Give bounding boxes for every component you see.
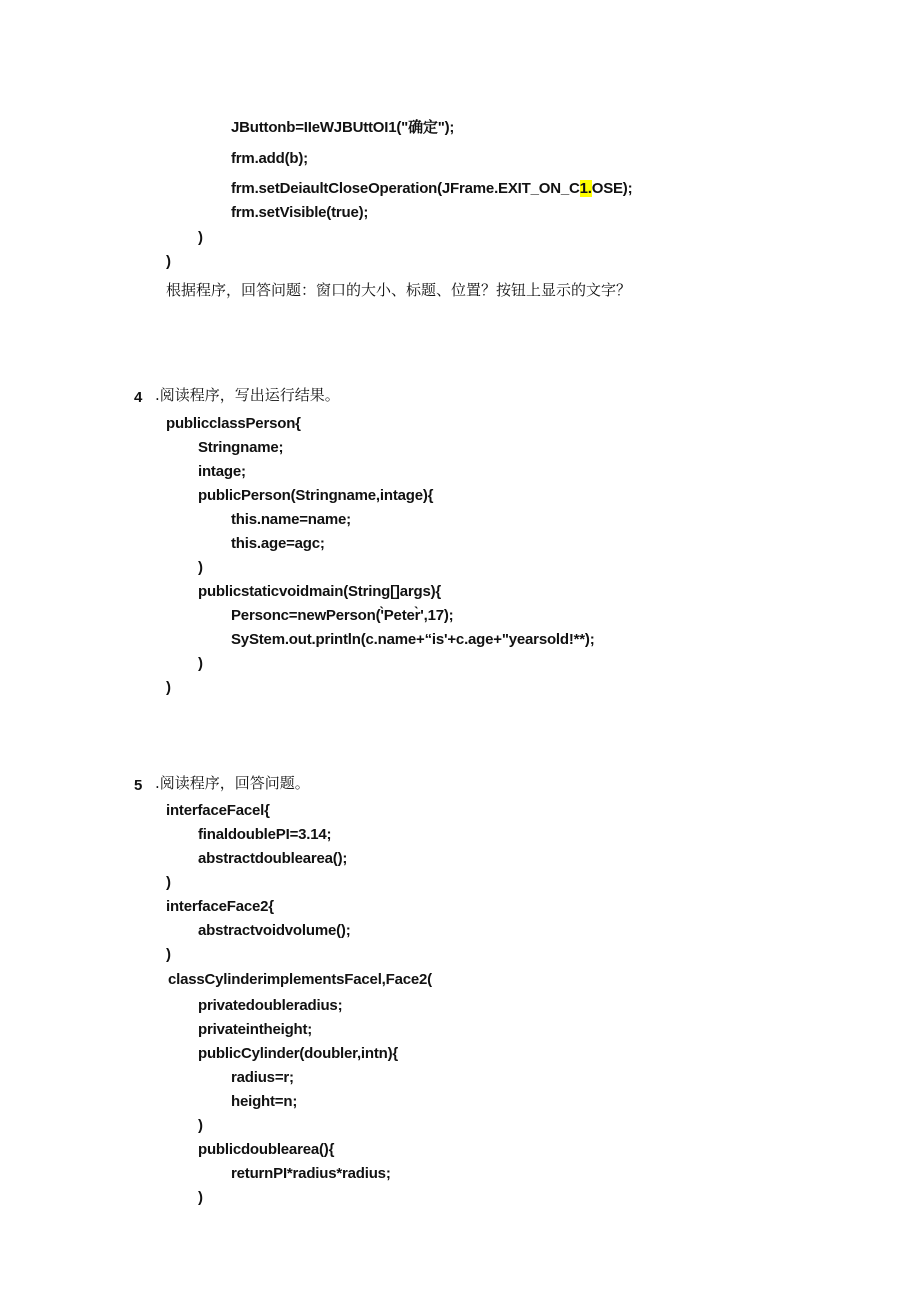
code-line-text: frm.setDeiaultCloseOperation(JFrame.EXIT_ON_C <box>231 180 580 197</box>
code-line <box>231 181 632 196</box>
question-text: 根据程序，回答问题：窗口的大小、标题、位置？按钮上显示的文字？ <box>166 281 632 299</box>
code-line: classCylinderimplementsFacel,Face2( <box>168 971 432 988</box>
question-number: 4 <box>134 389 143 406</box>
question-prompt: .阅读程序，回答问题。 <box>155 774 310 792</box>
code-line: publicPerson(Stringname,intage){ <box>198 487 434 504</box>
code-line: Personc=newPerson('̀Peter̀',17); <box>231 607 454 624</box>
code-line: abstractdoublearea(); <box>198 850 348 867</box>
code-line: ) <box>166 946 171 963</box>
code-line: ) <box>166 679 171 696</box>
code-line: frm.setVisible(true); <box>231 204 369 221</box>
code-line: publicdoublearea(){ <box>198 1141 335 1158</box>
code-line: privateintheight; <box>198 1021 313 1038</box>
code-line: JButtonb=IIeWJBUttOI1("确定"); <box>231 119 455 136</box>
code-line: publicstaticvoidmain(String[]args){ <box>198 583 442 600</box>
code-line: Stringname; <box>198 439 284 456</box>
code-line: height=n; <box>231 1093 298 1110</box>
code-line: returnPI*radius*radius; <box>231 1165 391 1182</box>
question-prompt: .阅读程序，写出运行结果。 <box>155 386 340 404</box>
code-line: publicclassPerson{ <box>166 415 301 432</box>
code-line: this.age=agc; <box>231 535 325 552</box>
code-line: interfaceFacel{ <box>166 802 270 819</box>
highlighted-text: 1. <box>579 180 592 197</box>
code-line: this.name=name; <box>231 511 351 528</box>
code-line: ) <box>166 874 171 891</box>
code-line: abstractvoidvolume(); <box>198 922 351 939</box>
code-line: ) <box>198 229 203 246</box>
code-line: SyStem.out.println(c.name+“is'+c.age+"yearsold!**); <box>231 631 595 648</box>
code-line: interfaceFace2{ <box>166 898 274 915</box>
code-line: radius=r; <box>231 1069 294 1086</box>
code-line-tail: OSE); <box>591 180 633 197</box>
code-line: ) <box>198 559 203 576</box>
code-line: finaldoublePI=3.14; <box>198 826 332 843</box>
code-line: ) <box>198 655 203 672</box>
code-line: intage; <box>198 463 246 480</box>
code-line: ) <box>198 1189 203 1206</box>
code-line: frm.add(b); <box>231 150 308 167</box>
question-number: 5 <box>134 777 143 794</box>
code-line: ) <box>198 1117 203 1134</box>
code-line: publicCylinder(doubler,intn){ <box>198 1045 399 1062</box>
code-line: privatedoubleradius; <box>198 997 343 1014</box>
code-line: ) <box>166 253 171 270</box>
